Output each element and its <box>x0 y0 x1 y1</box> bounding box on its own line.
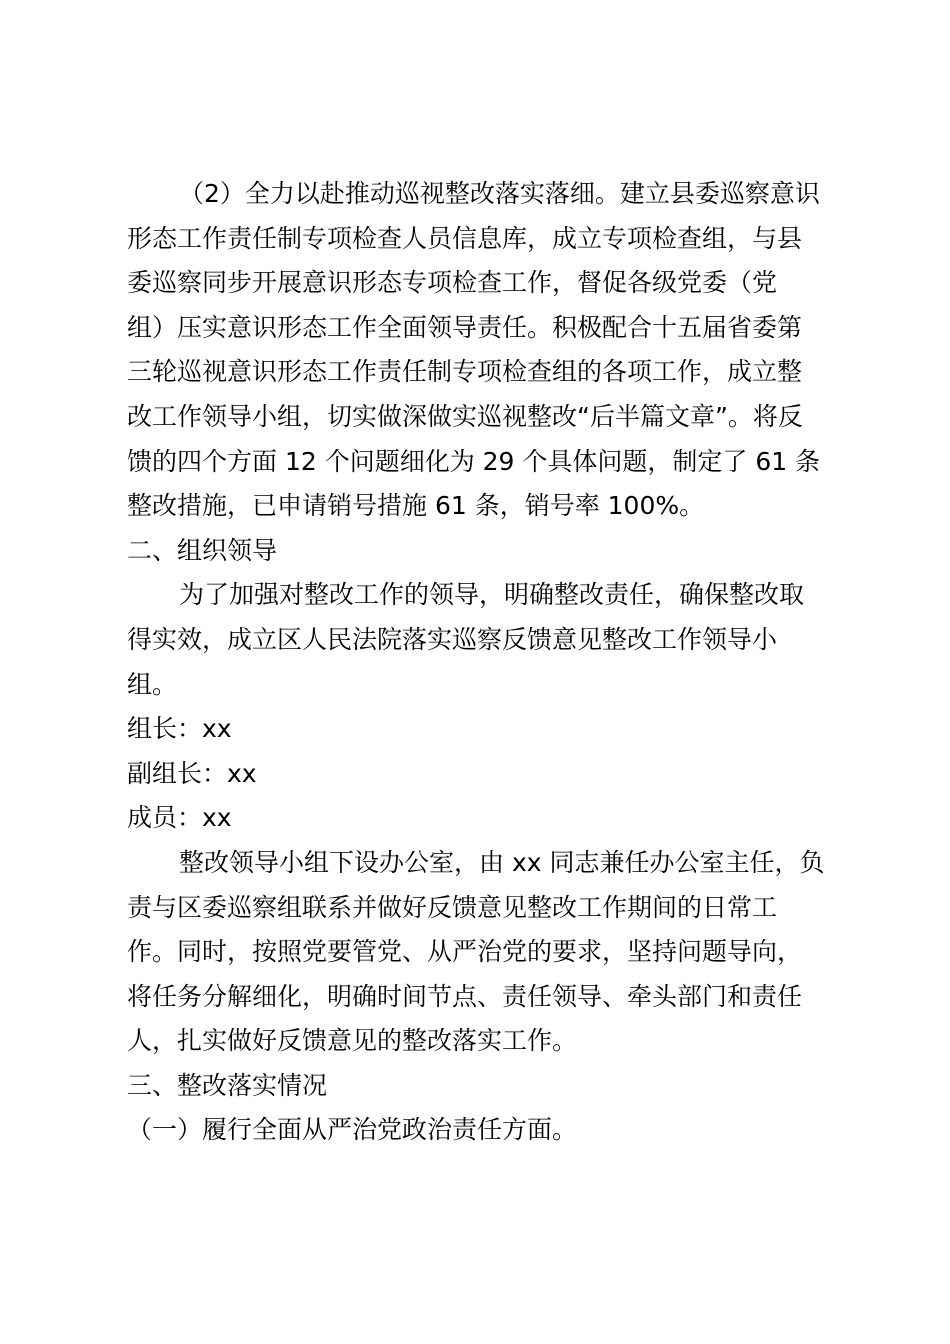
role-members: 成员：xx <box>127 803 232 833</box>
paragraph-leadership-group <box>127 573 837 707</box>
text-line: 得实效，成立区人民法院落实巡察反馈意见整改工作领导小 <box>127 624 778 654</box>
role-deputy-leader: 副组长：xx <box>127 758 257 788</box>
text-line: 组。 <box>127 669 178 699</box>
text-line: 作。同时，按照党要管党、从严治党的要求，坚持问题导向， <box>127 937 803 967</box>
paragraph-office-setup <box>127 841 837 1064</box>
text-line: （2）全力以赴推动巡视整改落实落细。建立县委巡察意识 <box>179 179 820 208</box>
text-line: 形态工作责任制专项检查人员信息库，成立专项检查组，与县 <box>127 223 803 253</box>
text-line: 馈的四个方面 12 个问题细化为 29 个具体问题，制定了 61 条 <box>127 446 821 476</box>
text-line: 人，扎实做好反馈意见的整改落实工作。 <box>127 1026 578 1056</box>
text-line: 委巡察同步开展意识形态专项检查工作，督促各级党委（党 <box>127 268 778 298</box>
role-leader: 组长：xx <box>127 714 232 744</box>
text-line: 将任务分解细化，明确时间节点、责任领导、牵头部门和责任 <box>127 981 803 1011</box>
section-heading-organization: 二、组织领导 <box>127 535 278 565</box>
text-line: 三轮巡视意识形态工作责任制专项检查组的各项工作，成立整 <box>127 357 803 387</box>
text-line: 整改领导小组下设办公室，由 xx 同志兼任办公室主任，负 <box>179 847 825 877</box>
text-line: 责与区委巡察组联系并做好反馈意见整改工作期间的日常工 <box>127 892 778 922</box>
text-line: 改工作领导小组，切实做深做实巡视整改“后半篇文章”。将反 <box>127 401 803 431</box>
document-body <box>127 172 837 1153</box>
subsection-heading-party-responsibility: （一）履行全面从严治党政治责任方面。 <box>127 1115 578 1145</box>
section-heading-implementation: 三、整改落实情况 <box>127 1070 328 1100</box>
text-line: 整改措施，已申请销号措施 61 条，销号率 100%。 <box>127 491 705 521</box>
text-line: 组）压实意识形态工作全面领导责任。积极配合十五届省委第 <box>127 312 803 342</box>
text-line: 为了加强对整改工作的领导，明确整改责任，确保整改取 <box>179 580 805 610</box>
paragraph-rectification-implementation <box>127 172 837 529</box>
